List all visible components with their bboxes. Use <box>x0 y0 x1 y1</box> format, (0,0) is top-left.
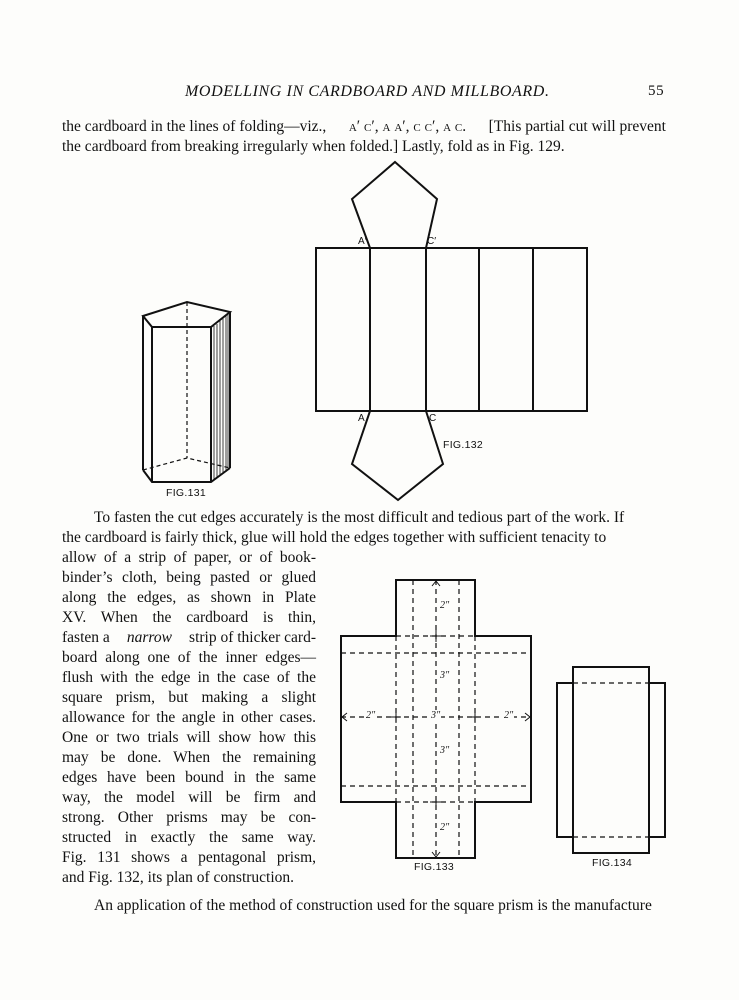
dim-3-lower: 3″ <box>440 745 450 756</box>
para2-line: binder’s cloth, being pasted or glued <box>62 569 316 586</box>
para2-line: strong. Other prisms may be con- <box>62 809 316 826</box>
para2-line2: the cardboard is fairly thick, glue will hold the edges together with sufficient tenacity to <box>62 529 607 546</box>
dim-2-top: 2″ <box>440 600 450 611</box>
para2-narrow-column <box>62 548 316 888</box>
fig134-net <box>557 667 665 853</box>
para2-line: may be done. When the remaining <box>62 749 316 766</box>
point-c-prime-label: C′ <box>427 236 437 247</box>
point-a-prime-label: A′ <box>358 236 367 247</box>
dim-2-right: 2″ <box>504 710 514 721</box>
fig131-prism <box>143 302 230 482</box>
para2-line: structed in exactly the same way. <box>62 829 316 846</box>
dim-2-left: 2″ <box>366 710 376 721</box>
para2-line: edges have been bound in the same <box>62 769 316 786</box>
para2-line: XV. When the cardboard is thin, <box>62 609 316 626</box>
chapter-title: MODELLING IN CARDBOARD AND MILLBOARD. <box>185 83 550 100</box>
para1-line1-c: [This partial cut will prevent <box>488 118 666 135</box>
para2-line1: To fasten the cut edges accurately is the most difficult and tedious part of the work. If <box>94 509 625 526</box>
narrow-emphasis: narrow <box>126 629 172 646</box>
para1-line1-a: the cardboard in the lines of folding—viz., <box>62 118 327 135</box>
para1-fold-lines: a′ c′, a a′, c c′, a c. <box>348 118 467 135</box>
narrow-line-start: fasten a <box>62 629 110 646</box>
para3-line1: An application of the method of construction used for the square prism is the manufacture <box>94 897 652 914</box>
para2-line: Fig. 131 shows a pentagonal prism, <box>62 849 316 866</box>
dim-3-upper: 3″ <box>440 670 450 681</box>
para2-line: square prism, but making a slight <box>62 689 316 706</box>
para2-line: flush with the edge in the case of the <box>62 669 316 686</box>
dim-3-center: 3″ <box>431 710 441 721</box>
para2-last-line: and Fig. 132, its plan of construction. <box>62 869 295 886</box>
fig132-label: FIG.132 <box>443 439 484 451</box>
point-a-label: A <box>358 413 365 424</box>
para2-line: along the edges, as shown in Plate <box>62 589 316 606</box>
para2-line: One or two trials will show how this <box>62 729 316 746</box>
para2-line: allow of a strip of paper, or of book- <box>62 549 316 566</box>
fig133-label: FIG.133 <box>414 861 455 873</box>
fig134-label: FIG.134 <box>592 857 633 869</box>
page-number: 55 <box>648 83 665 99</box>
para1-line2: the cardboard from breaking irregularly when folded.] Lastly, fold as in Fig. 129. <box>62 138 565 155</box>
point-c-label: C <box>429 413 437 424</box>
fig131-label: FIG.131 <box>166 487 207 499</box>
para2-line: way, the model will be firm and <box>62 789 316 806</box>
narrow-line-end: strip of thicker card- <box>189 629 316 646</box>
para2-line: allowance for the angle in other cases. <box>62 709 316 726</box>
para2-line: board along one of the inner edges— <box>62 649 316 666</box>
dim-2-bottom: 2″ <box>440 822 450 833</box>
para2-line-narrow <box>62 628 316 648</box>
